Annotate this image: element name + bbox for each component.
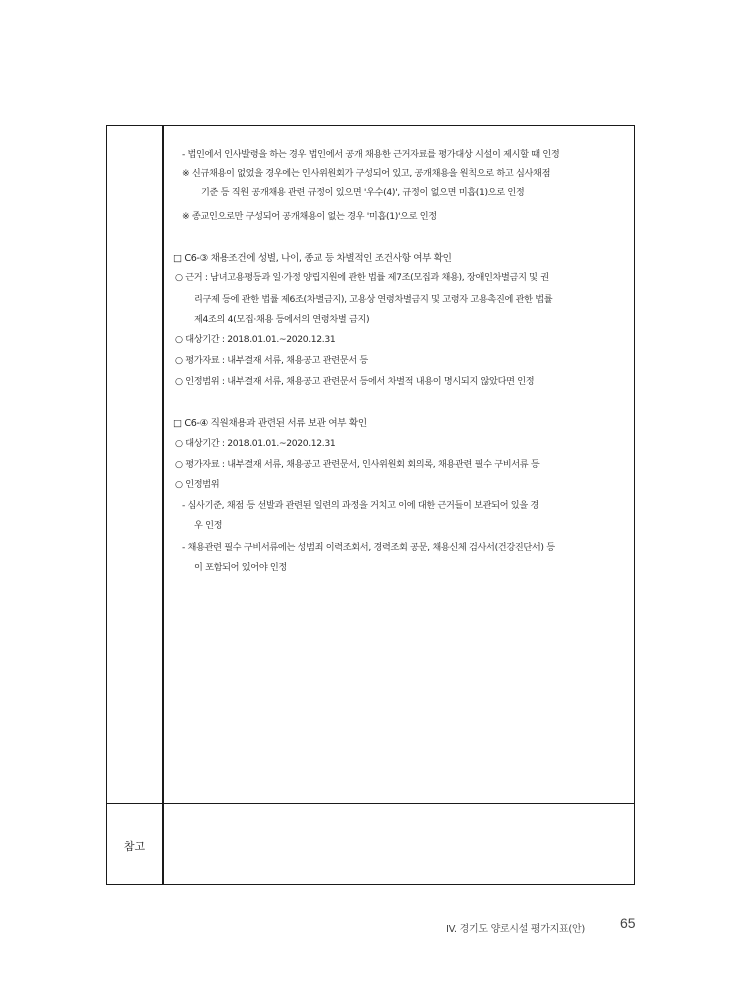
criteria-line: ※ 종교인으로만 구성되어 공개채용이 없는 경우 '미흡(1)'으로 인정 bbox=[182, 211, 437, 222]
criteria-line: ○ 인정범위 bbox=[175, 479, 220, 490]
chapter-footer: IV. 경기도 양로시설 평가지표(안) bbox=[446, 924, 585, 935]
section-heading-c6-4: □ C6-④ 직원채용과 관련된 서류 보관 여부 확인 bbox=[173, 418, 367, 429]
criteria-content-cell bbox=[164, 126, 634, 803]
criteria-line: 리구제 등에 관한 법률 제6조(차별금지), 고용상 연령차별금지 및 고령자 고용촉진에 관한 법률 bbox=[194, 294, 553, 305]
reference-label: 참고 bbox=[123, 840, 146, 853]
criteria-line: - 법인에서 인사발령을 하는 경우 법인에서 공개 채용한 근거자료를 평가대상 시설이 제시할 때 인정 bbox=[182, 149, 560, 160]
criteria-line: 이 포함되어 있어야 인정 bbox=[194, 562, 287, 573]
criteria-line: - 심사기준, 채점 등 선발과 관련된 일련의 과정을 거치고 이에 대한 근거들이 보관되어 있을 경 bbox=[182, 500, 539, 511]
row-divider bbox=[107, 803, 634, 804]
criteria-line: ○ 평가자료 : 내부결재 서류, 채용공고 관련문서 등 bbox=[175, 355, 368, 366]
criteria-line: 기준 등 직원 공개채용 관련 규정이 있으면 '우수(4)', 규정이 없으면 미흡(1)으로 인정 bbox=[201, 187, 525, 198]
criteria-line: 제4조의 4(모집·채용 등에서의 연령차별 금지) bbox=[194, 314, 370, 325]
criteria-line: ○ 인정범위 : 내부결재 서류, 채용공고 관련문서 등에서 차별적 내용이 명시되지 않았다면 인정 bbox=[175, 376, 535, 387]
criteria-line: ※ 신규채용이 없었을 경우에는 인사위원회가 구성되어 있고, 공개채용을 원칙으로 하고 심사채점 bbox=[182, 168, 551, 179]
criteria-line: - 채용관련 필수 구비서류에는 성범죄 이력조회서, 경력조회 공문, 채용신체 검사서(건강진단서) 등 bbox=[182, 542, 555, 553]
evaluation-table bbox=[106, 125, 635, 885]
criteria-line: ○ 평가자료 : 내부결재 서류, 채용공고 관련문서, 인사위원회 회의록, 채용관련 필수 구비서류 등 bbox=[175, 459, 540, 470]
criteria-line: ○ 대상기간 : 2018.01.01.~2020.12.31 bbox=[175, 438, 336, 449]
criteria-line: ○ 대상기간 : 2018.01.01.~2020.12.31 bbox=[175, 334, 336, 345]
page-number: 65 bbox=[620, 915, 636, 931]
criteria-line: ○ 근거 : 남녀고용평등과 일·가정 양립지원에 관한 법률 제7조(모집과 채용), 장애인차별금지 및 권 bbox=[175, 272, 549, 283]
criteria-line: 우 인정 bbox=[194, 520, 223, 531]
section-heading-c6-3: □ C6-③ 채용조건에 성별, 나이, 종교 등 차별적인 조건사항 여부 확인 bbox=[173, 253, 452, 264]
